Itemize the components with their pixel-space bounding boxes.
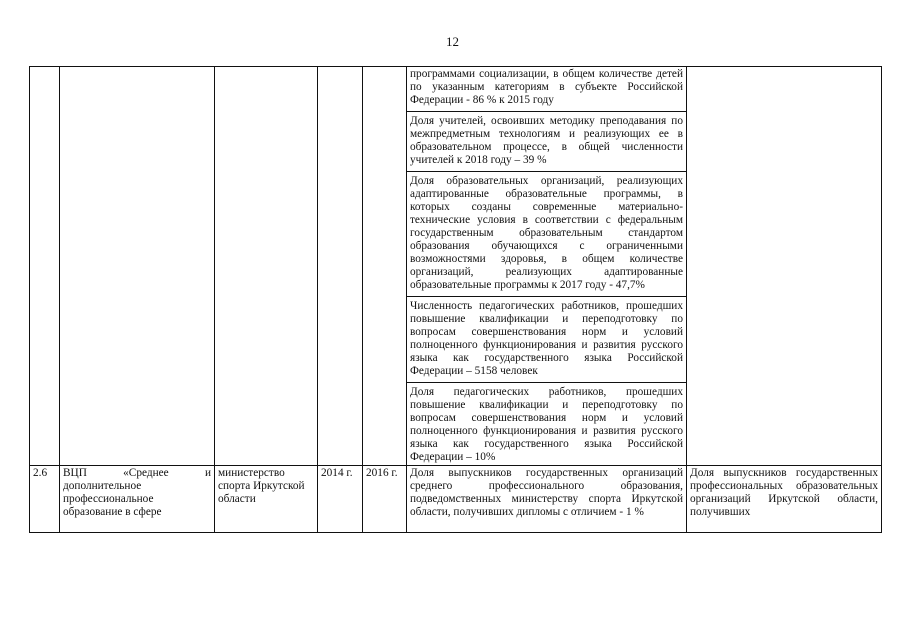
indicator-divider xyxy=(407,111,686,112)
continuation-row xyxy=(30,67,882,466)
page-number: 12 xyxy=(446,34,459,49)
indicators-cell xyxy=(407,67,687,466)
executor-text: министерство спорта Иркутской области xyxy=(218,467,305,505)
cell-number-empty xyxy=(30,67,60,466)
row-number: 2.6 xyxy=(30,466,60,533)
cell-result-empty xyxy=(687,67,882,466)
end-year: 2016 г. xyxy=(363,466,407,533)
start-year: 2014 г. xyxy=(318,466,363,533)
indicator-text: Доля образовательных организаций, реализующих адаптированные образовательные программы, в которых созданы современные материально-технические условия в соответствии с федеральным государственным образовательным стандартом образования обучающихся с ограниченными возможностями здоровья, в общем количестве организаций, реализующих адаптированные образовательные программы к 2017 году - 47,7% xyxy=(410,175,683,291)
program-table xyxy=(29,66,882,533)
cell-start-empty xyxy=(318,67,363,466)
program-name-text: ВЦП «Среднее и дополнительное профессиональное образование в сфере xyxy=(63,467,211,518)
indicator-text: Доля педагогических работников, прошедших повышение квалификации и переподготовку по вопросам совершенствования норм и условий полноценного функционирования и развития русского языка как государственного языка Российской Федерации – 10% xyxy=(410,386,683,463)
program-name xyxy=(60,466,215,533)
cell-end-empty xyxy=(363,67,407,466)
indicator-2-6: Доля выпускников государственных организаций среднего профессионального образования, подведомственных министерству спорта Иркутской области, получивших дипломы с отличием - 1 % xyxy=(407,466,687,533)
expected-result xyxy=(687,466,882,533)
indicator-divider xyxy=(407,296,686,297)
indicator-divider xyxy=(407,382,686,383)
cell-name-empty xyxy=(60,67,215,466)
expected-result-text: Доля выпускников государственных профессиональных образовательных организаций Иркутской области, получивших xyxy=(690,467,878,518)
executor xyxy=(215,466,318,533)
table-row-2-6 xyxy=(30,466,882,533)
indicator-text: Численность педагогических работников, прошедших повышение квалификации и переподготовку по вопросам совершенствования норм и условий полноценного функционирования и развития русского языка как государственного языка Российской Федерации – 5158 человек xyxy=(410,300,683,377)
cell-executor-empty xyxy=(215,67,318,466)
indicator-text: программами социализации, в общем количестве детей по указанным категориям в субъекте Российской Федерации - 86 % к 2015 году xyxy=(410,68,683,106)
indicator-text: Доля учителей, освоивших методику преподавания по межпредметным технологиям и реализующих ее в образовательном процессе, в общей численности учителей к 2018 году – 39 % xyxy=(410,115,683,166)
indicator-divider xyxy=(407,171,686,172)
